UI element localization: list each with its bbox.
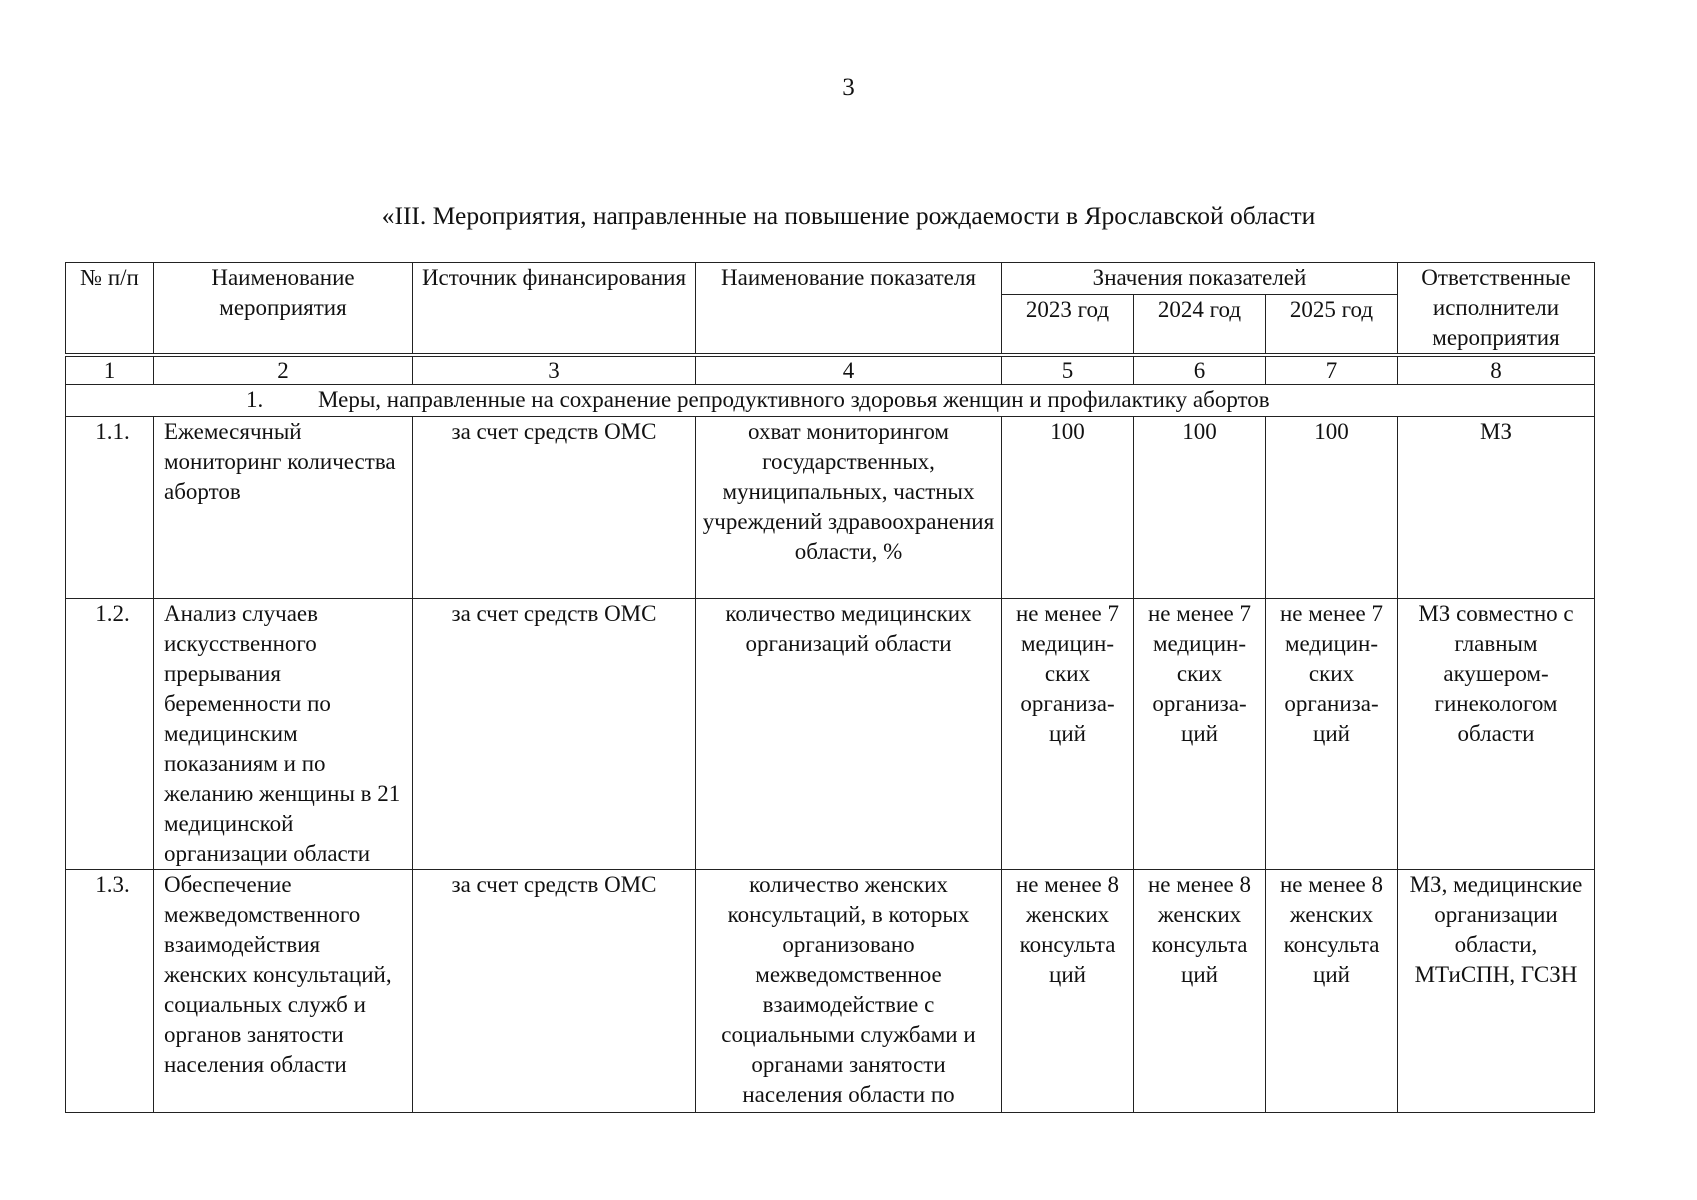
value-2024: 100: [1134, 417, 1266, 599]
indicator-name: количество медицинских организаций области: [696, 599, 1002, 870]
row-number: 1.3.: [66, 870, 154, 1113]
column-number: 2: [154, 355, 413, 385]
value-2024: не менее 7 медицин-ских организа-ций: [1134, 599, 1266, 870]
responsible-executors: МЗ: [1398, 417, 1595, 599]
column-numbers-row: [66, 355, 1595, 385]
measures-table: [65, 262, 1595, 1113]
header-indicator-name: Наименование показателя: [696, 263, 1002, 356]
column-number: 5: [1002, 355, 1134, 385]
column-number: 1: [66, 355, 154, 385]
page-number: 3: [842, 74, 855, 101]
column-number: 6: [1134, 355, 1266, 385]
measure-name: Анализ случаев искусственного прерывания беременности по медицинским показаниям и по желанию женщины в 21 медицинской организации области: [154, 599, 413, 870]
funding-source: за счет средств ОМС: [413, 599, 696, 870]
value-2025: 100: [1266, 417, 1398, 599]
section-title: Меры, направленные на сохранение репродуктивного здоровья женщин и профилактику абортов: [318, 387, 1270, 412]
value-2025: не менее 7 медицин-ских организа-ций: [1266, 599, 1398, 870]
section-number: 1.: [246, 387, 264, 412]
funding-source: за счет средств ОМС: [413, 417, 696, 599]
header-number: № п/п: [66, 263, 154, 356]
funding-source: за счет средств ОМС: [413, 870, 696, 1113]
measure-name: Ежемесячный мониторинг количества абортов: [154, 417, 413, 599]
column-number: 8: [1398, 355, 1595, 385]
header-year-2023: 2023 год: [1002, 294, 1134, 355]
column-number: 7: [1266, 355, 1398, 385]
responsible-executors: МЗ совместно с главным акушером-гинекологом области: [1398, 599, 1595, 870]
row-number: 1.2.: [66, 599, 154, 870]
indicator-name: количество женских консультаций, в которых организовано межведомственное взаимодействие с социальными службами и органами занятости населения области по: [696, 870, 1002, 1113]
value-2025: не менее 8 женских консульта ций: [1266, 870, 1398, 1113]
value-2023: не менее 8 женских консульта ций: [1002, 870, 1134, 1113]
header-year-2024: 2024 год: [1134, 294, 1266, 355]
table-row: [66, 599, 1595, 870]
header-measure-name: Наименование мероприятия: [154, 263, 413, 356]
table-row: [66, 870, 1595, 1113]
header-funding-source: Источник финансирования: [413, 263, 696, 356]
section-heading: [66, 385, 1595, 417]
header-responsible: Ответственные исполнители мероприятия: [1398, 263, 1595, 356]
section-row: [66, 385, 1595, 417]
value-2023: 100: [1002, 417, 1134, 599]
header-year-2025: 2025 год: [1266, 294, 1398, 355]
value-2023: не менее 7 медицин-ских организа-ций: [1002, 599, 1134, 870]
column-number: 3: [413, 355, 696, 385]
value-2024: не менее 8 женских консульта ций: [1134, 870, 1266, 1113]
column-number: 4: [696, 355, 1002, 385]
document-heading: «III. Мероприятия, направленные на повышение рождаемости в Ярославской области: [381, 201, 1316, 230]
indicator-name: охват мониторингом государственных, муниципальных, частных учреждений здравоохранения области, %: [696, 417, 1002, 599]
row-number: 1.1.: [66, 417, 154, 599]
header-indicator-values: Значения показателей: [1002, 263, 1398, 295]
responsible-executors: МЗ, медицинские организации области, МТиСПН, ГСЗН: [1398, 870, 1595, 1113]
header-row: [66, 263, 1595, 295]
table-row: [66, 417, 1595, 599]
measure-name: Обеспечение межведомственного взаимодействия женских консультаций, социальных служб и органов занятости населения области: [154, 870, 413, 1113]
